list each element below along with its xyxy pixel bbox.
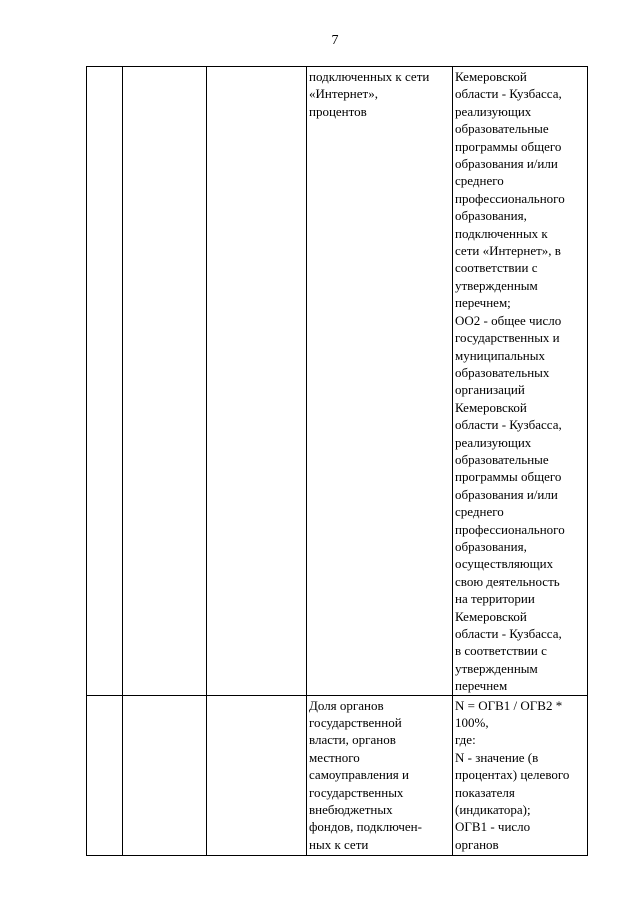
table-cell-empty (123, 695, 207, 855)
table-cell-empty (207, 695, 307, 855)
calculation-method-cell: N = ОГВ1 / ОГВ2 * 100%, где: N - значение (в процентах) целевого показателя (индикатора); ОГВ1 - число органов (453, 695, 588, 855)
indicator-name-cell: подключенных к сети «Интернет», процентов (307, 67, 453, 696)
table-row (87, 695, 588, 855)
table-cell-empty (207, 67, 307, 696)
calculation-method-cell: Кемеровской области - Кузбасса, реализующих образовательные программы общего образования и/или среднего профессионального образования, подключенных к сети «Интернет», в соответствии с утвержденным перечнем; ОО2 - общее число государственных и муниципальных образовательных организаций Кемеровской области - Кузбасса, реализующих образовательные программы общего образования и/или среднего профессионального образования, осуществляющих свою деятельность на территории Кемеровской области - Кузбасса, в соответствии с утвержденным перечнем (453, 67, 588, 696)
table-cell-empty (87, 695, 123, 855)
indicator-name-cell: Доля органов государственной власти, органов местного самоуправления и государственных внебюджетных фондов, подключен- ных к сети (307, 695, 453, 855)
page-number: 7 (331, 33, 339, 48)
table-row (87, 67, 588, 696)
table-cell-empty (87, 67, 123, 696)
indicator-table (86, 66, 588, 856)
table-cell-empty (123, 67, 207, 696)
